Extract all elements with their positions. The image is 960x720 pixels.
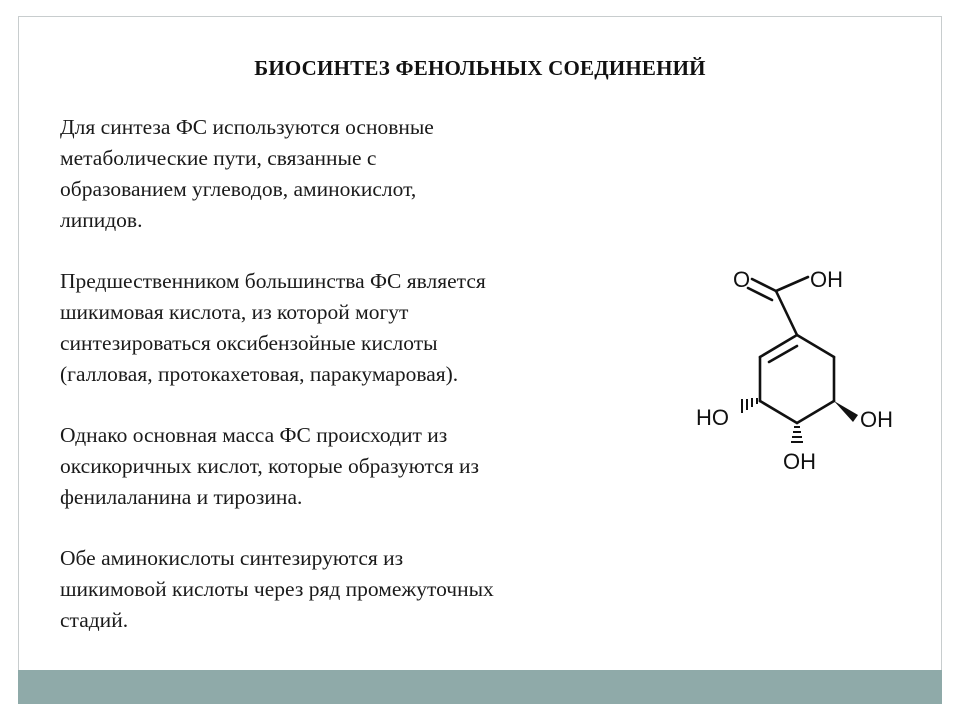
hashed-bond-left (742, 398, 757, 413)
bottom-oh-label: OH (783, 449, 816, 474)
ring-bond-1 (797, 335, 834, 357)
carboxyl-single-bond-1 (776, 291, 797, 335)
acid-oh-label: OH (810, 267, 843, 292)
ring-bond-6 (760, 335, 797, 357)
paragraph-1: Для синтеза ФС используются основные метаболические пути, связанные с образованием углеводов, аминокислот, липидов. (60, 115, 434, 232)
carbonyl-bond-b (748, 288, 772, 300)
paragraph-2: Предшественником большинства ФС является шикимовая кислота, из которой могут синтезироваться оксибензойные кислоты (галловая, протокахетовая, паракумаровая). (60, 269, 486, 386)
slide-title: БИОСИНТЕЗ ФЕНОЛЬНЫХ СОЕДИНЕНИЙ (254, 56, 706, 80)
right-oh-label: OH (860, 407, 893, 432)
wedge-bond-right (834, 401, 858, 422)
ring-bond-4 (760, 401, 797, 423)
carbonyl-bond-a (752, 279, 776, 291)
footer-bar (18, 670, 942, 704)
left-ho-label: HO (696, 405, 729, 430)
ring-bond-3 (797, 401, 834, 423)
carboxyl-oh-bond (776, 277, 808, 291)
body-text (60, 112, 670, 666)
hashed-bond-bottom (791, 427, 803, 442)
shikimic-acid-structure (690, 255, 910, 485)
carbonyl-o-label: O (733, 267, 751, 292)
paragraph-4: Обе аминокислоты синтезируются из шикимовой кислоты через ряд промежуточных стадий. (60, 546, 494, 632)
paragraph-3: Однако основная масса ФС происходит из оксикоричных кислот, которые образуются из фенилаланина и тирозина. (60, 423, 479, 509)
